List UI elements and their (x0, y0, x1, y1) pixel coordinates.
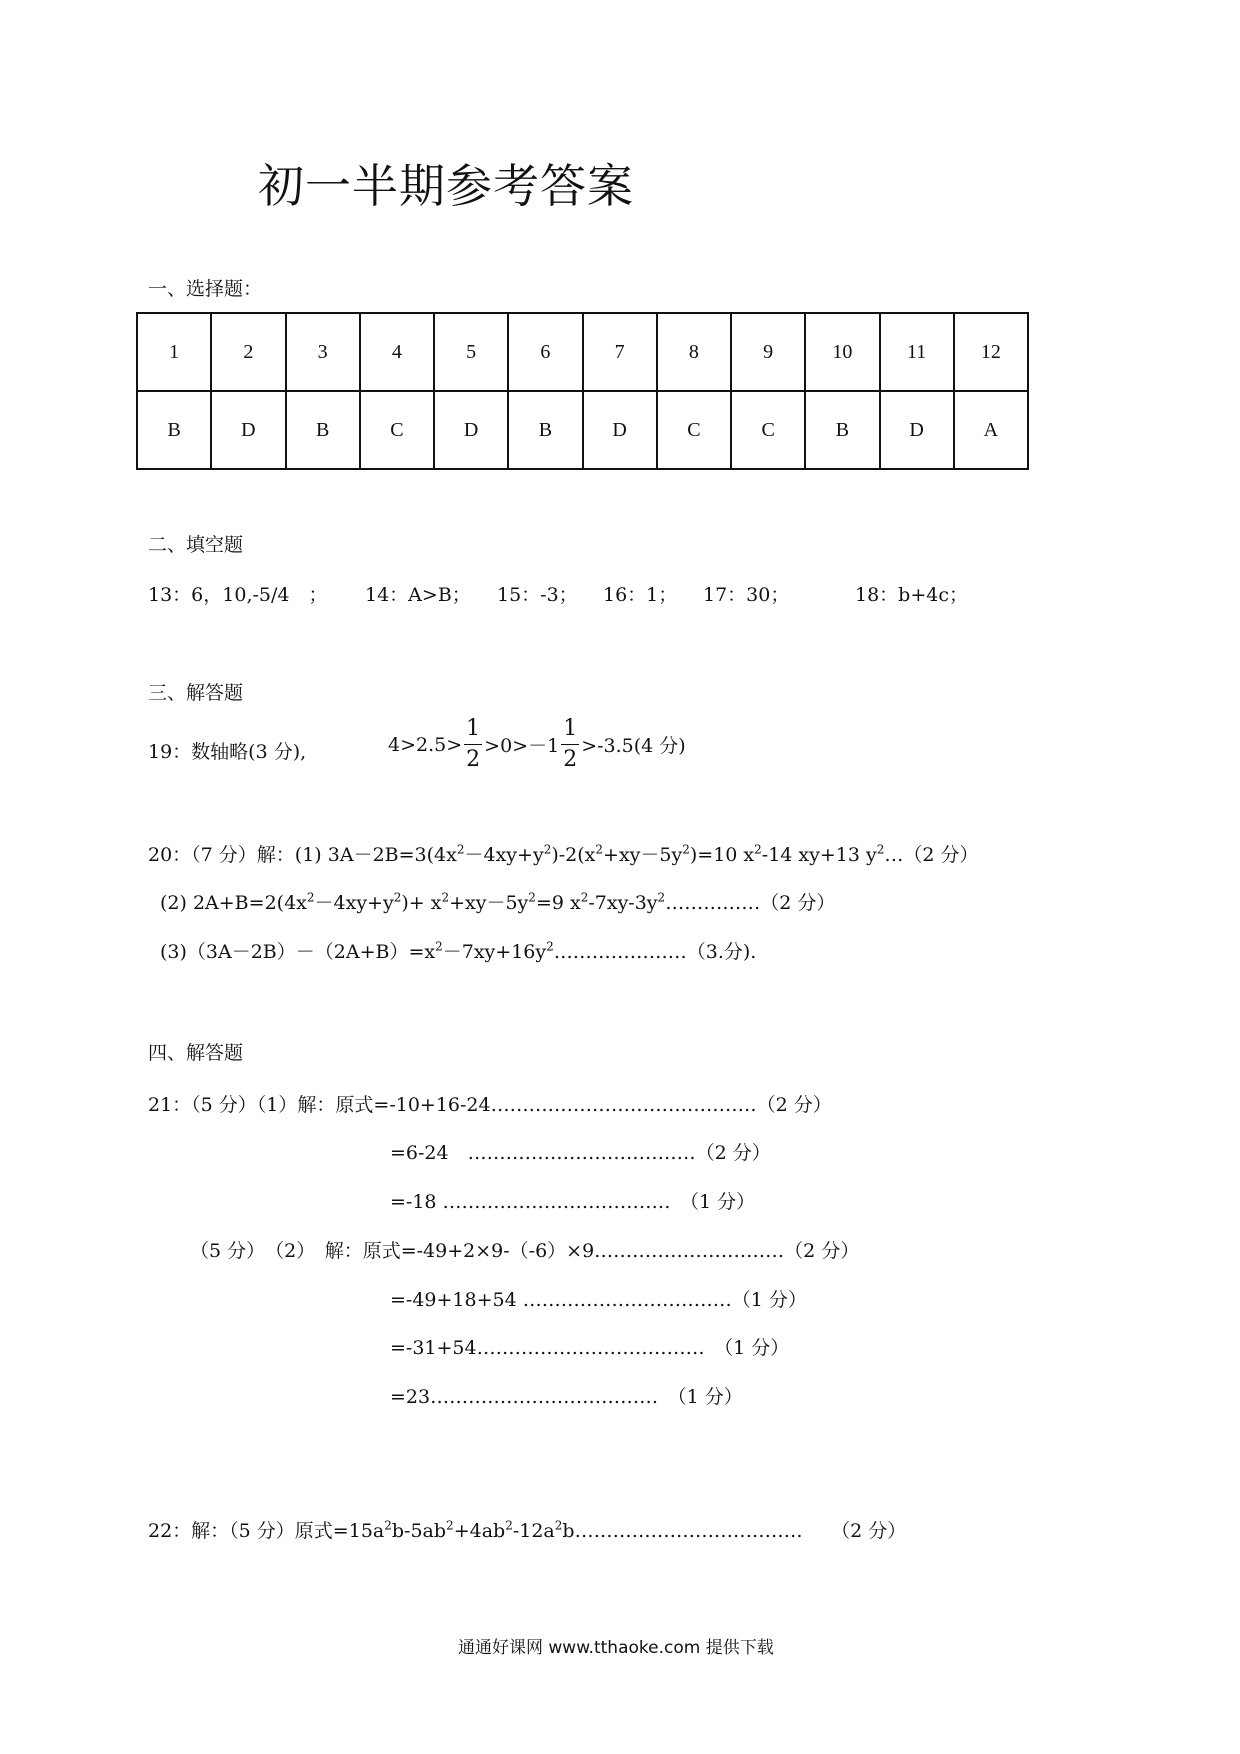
expr: +4ab (453, 1520, 506, 1542)
expr: b……………………………… （2 分） (562, 1520, 907, 1542)
table-cell: B (286, 391, 360, 469)
exponent: 2 (580, 890, 589, 905)
answer-14: 14：A>B； (365, 584, 471, 606)
table-cell: C (657, 391, 731, 469)
page-title: 初一半期参考答案 (258, 159, 634, 213)
answer-19-lead: 19：数轴略(3 分), (148, 741, 307, 763)
answer-21-line4: （5 分） （2） 解：原式=-49+2×9-（-6）×9…………………………（2 分） (190, 1240, 860, 1262)
answer-21-line2: =6-24 ………………………………（2 分） (390, 1142, 771, 1164)
exponent: 2 (546, 939, 554, 954)
answer-18: 18：b+4c； (855, 584, 968, 606)
table-cell: 6 (508, 313, 582, 391)
exponent: 2 (393, 890, 402, 905)
answer-21-line3: =-18 ……………………………… （1 分） (390, 1191, 756, 1213)
expr: 20：（7 分）解：(1) 3A－2B=3(4x (148, 844, 457, 866)
section-heading-solve-2: 四、解答题 (148, 1042, 244, 1064)
expr: -7xy-3y (588, 892, 658, 914)
answer-21-line5: =-49+18+54 ……………………………（1 分） (390, 1289, 807, 1311)
table-cell: 9 (731, 313, 805, 391)
table-cell: D (211, 391, 285, 469)
exponent: 2 (441, 890, 450, 905)
exponent: 2 (554, 1518, 563, 1533)
section-heading-choice: 一、选择题： (148, 278, 263, 300)
expr: -14 xy+13 y (761, 844, 877, 866)
answer-13: 13：6，10,-5/4 ； (148, 584, 328, 606)
table-cell: 3 (286, 313, 360, 391)
table-row-numbers (137, 313, 1028, 391)
expr: ……………（2 分） (665, 892, 836, 914)
fraction-numerator: 1 (561, 718, 579, 745)
expr: －4xy+y (314, 892, 394, 914)
fraction-denominator: 2 (563, 747, 578, 772)
expr: －4xy+y (464, 844, 544, 866)
table-cell: D (583, 391, 657, 469)
table-cell: B (805, 391, 879, 469)
exponent: 2 (754, 842, 762, 857)
answer-table (136, 312, 1029, 470)
expr: …（2 分） (884, 844, 979, 866)
exponent: 2 (595, 842, 604, 857)
exponent: 2 (446, 1518, 454, 1533)
table-cell: 12 (954, 313, 1028, 391)
inequality-part: >-3.5(4 分) (581, 735, 686, 757)
table-cell: B (137, 391, 211, 469)
table-cell: 10 (805, 313, 879, 391)
table-cell: 11 (880, 313, 954, 391)
expr: 22：解：（5 分）原式=15a (148, 1520, 385, 1542)
expr: b-5ab (391, 1520, 447, 1542)
table-cell: 5 (434, 313, 508, 391)
footer-source: 通通好课网 www.tthaoke.com 提供下载 (458, 1638, 774, 1658)
exponent: 2 (876, 842, 885, 857)
section-heading-solve: 三、解答题 (148, 682, 244, 704)
exponent: 2 (543, 842, 552, 857)
table-cell: 4 (360, 313, 434, 391)
table-cell: 7 (583, 313, 657, 391)
answer-20-part3 (160, 937, 756, 964)
table-cell: D (434, 391, 508, 469)
exponent: 2 (505, 1518, 513, 1533)
answer-22-line1 (148, 1516, 906, 1543)
answer-21-line6: =-31+54……………………………… （1 分） (390, 1337, 790, 1359)
fraction-half (464, 718, 482, 771)
expr: (2) 2A+B=2(4x (160, 892, 307, 914)
expr: -12a (512, 1520, 555, 1542)
exponent: 2 (657, 890, 666, 905)
expr: )-2(x (551, 844, 596, 866)
answer-20-part2 (160, 888, 835, 915)
table-cell: D (880, 391, 954, 469)
answer-15: 15：-3； (497, 584, 578, 606)
table-cell: 8 (657, 313, 731, 391)
section-heading-fill: 二、填空题 (148, 534, 244, 556)
table-cell: 1 (137, 313, 211, 391)
answer-19-inequality (388, 718, 686, 771)
answer-21-line7: =23……………………………… （1 分） (390, 1386, 743, 1408)
answer-17: 17：30； (703, 584, 790, 606)
inequality-part: 4>2.5> (388, 733, 463, 756)
answer-21-line1: 21：（5 分）（1）解：原式=-10+16-24……………………………………（2 分） (148, 1094, 832, 1116)
exponent: 2 (384, 1518, 392, 1533)
expr: +xy－5y (449, 892, 529, 914)
inequality-part: >0>－1 (484, 735, 560, 757)
expr: (3)（3A－2B）－（2A+B）=x (160, 941, 436, 963)
fraction-denominator: 2 (466, 747, 481, 772)
fraction-half (561, 718, 579, 771)
exponent: 2 (435, 939, 443, 954)
exponent: 2 (528, 890, 536, 905)
exponent: 2 (306, 890, 315, 905)
table-cell: 2 (211, 313, 285, 391)
expr: )+ x (401, 892, 442, 914)
expr: …………………（3.分). (553, 941, 757, 963)
answer-20-part1 (148, 840, 979, 867)
table-cell: A (954, 391, 1028, 469)
table-cell: B (508, 391, 582, 469)
exponent: 2 (682, 842, 690, 857)
table-row-answers (137, 391, 1028, 469)
exponent: 2 (456, 842, 465, 857)
table-cell: C (360, 391, 434, 469)
expr: =9 x (535, 892, 581, 914)
expr: +xy－5y (603, 844, 683, 866)
answer-16: 16：1； (603, 584, 678, 606)
expr: )=10 x (689, 844, 755, 866)
expr: －7xy+16y (442, 941, 547, 963)
table-cell: C (731, 391, 805, 469)
fraction-numerator: 1 (464, 718, 482, 745)
